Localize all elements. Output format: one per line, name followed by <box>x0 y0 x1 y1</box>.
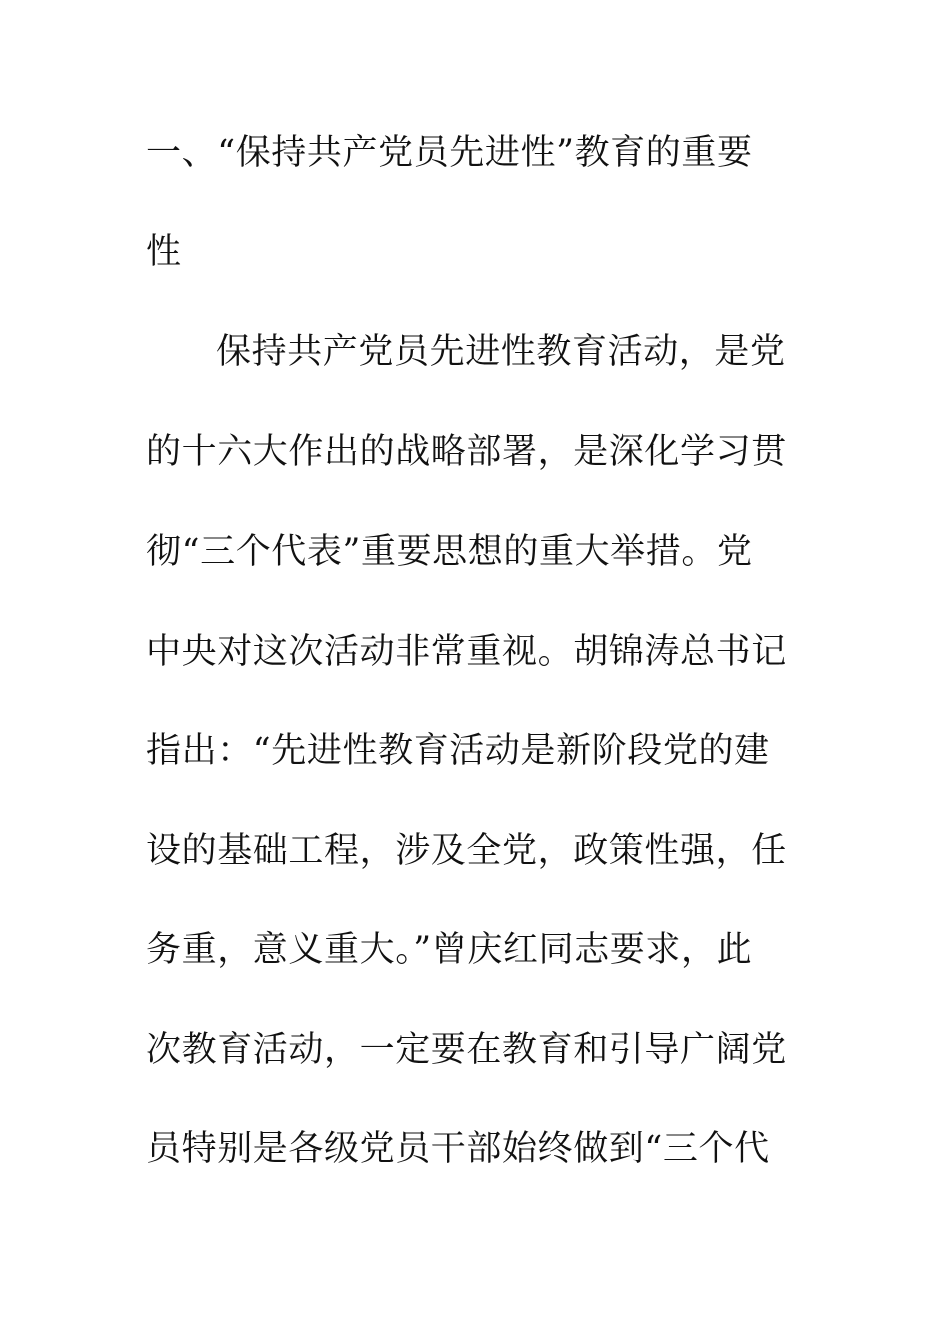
paragraph-line-3: 彻“三个代表”重要思想的重大举措。党 <box>146 532 753 572</box>
paragraph-line-5: 指出：“先进性教育活动是新阶段党的建 <box>146 731 770 771</box>
paragraph-line-1: 保持共产党员先进性教育活动，是党 <box>216 332 786 372</box>
paragraph-line-2: 的十六大作出的战略部署，是深化学习贯 <box>146 432 787 472</box>
section-heading-line-1: 一、“保持共产党员先进性”教育的重要 <box>146 133 753 173</box>
paragraph-line-6: 设的基础工程，涉及全党，政策性强，任 <box>146 831 787 871</box>
paragraph-line-7: 务重，意义重大。”曾庆红同志要求，此 <box>146 930 753 970</box>
paragraph-line-9: 员特别是各级党员干部始终做到“三个代 <box>146 1129 770 1169</box>
section-heading-line-2: 性 <box>146 232 182 272</box>
paragraph-line-8: 次教育活动，一定要在教育和引导广阔党 <box>146 1030 787 1070</box>
paragraph-line-4: 中央对这次活动非常重视。胡锦涛总书记 <box>146 632 787 672</box>
